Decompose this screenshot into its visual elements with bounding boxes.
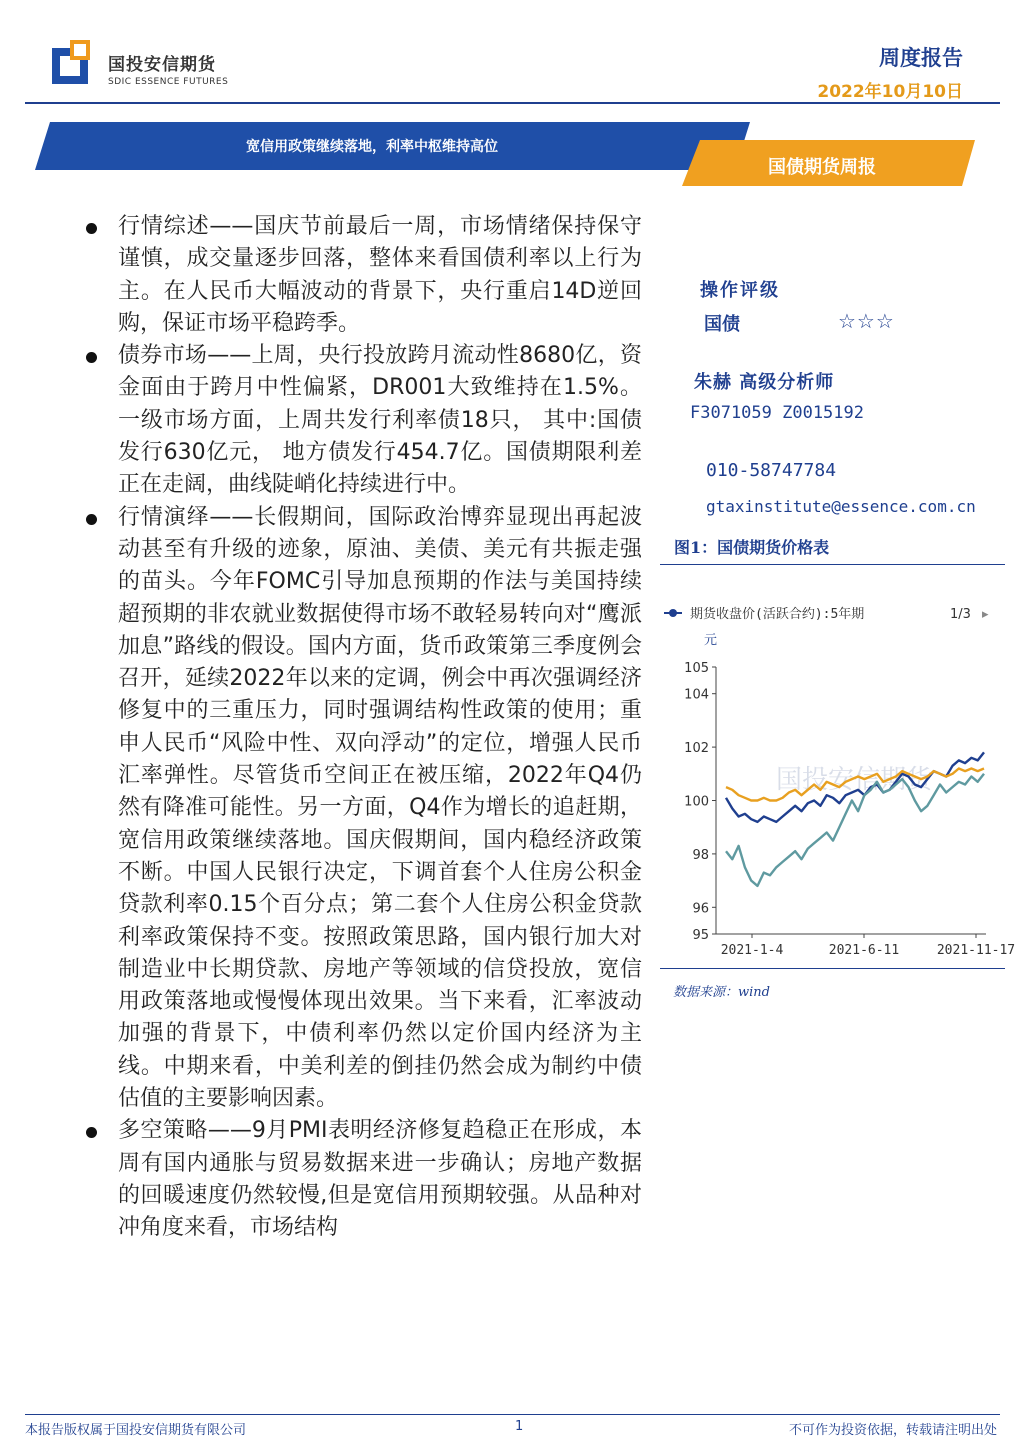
legend-next-icon[interactable]: ▸ [982,607,989,622]
chart-title: 期货收盘价(活跃合约):5年期 [690,607,865,622]
company-logo [52,40,98,86]
bullet-dot [86,223,97,234]
banner-tag: 国债期货周报 [768,157,876,178]
y-tick-label: 104 [684,687,709,703]
rating-stars: ☆☆☆ [838,309,895,333]
futures-price-chart [660,592,1016,964]
bullet-dot [86,352,97,363]
report-date: 2022年10月10日 [817,82,963,102]
report-type: 周度报告 [879,46,963,70]
bullet-dot [86,1127,97,1138]
x-tick-label: 2021-11-17 [936,943,1016,958]
chart-watermark: 国投安信期货 [776,765,933,795]
bullet-strategy [82,1115,642,1244]
bullet-text: 行情综述——国庆节前最后一周，市场情绪保持保守谨慎，成交量逐步回落，整体来看国债利率以上行为主。在人民币大幅波动的背景下，央行重启14D逆回购，保证市场平稳跨季。 [118,214,642,336]
x-tick-label: 2021-6-11 [828,943,900,958]
chart-unit: 元 [704,633,718,648]
y-tick-label: 100 [684,794,709,810]
header-divider [25,102,1000,104]
data-source: 数据来源：wind [673,985,770,1000]
contact-phone: 010-58747784 [706,460,837,481]
rating-heading: 操作评级 [700,280,780,301]
bullet-bond-market [82,340,642,501]
y-tick-label: 105 [684,661,709,676]
bullet-text: 债券市场——上周，央行投放跨月流动性8680亿，资金面由于跨月中性偏紧，DR001大致维持在1.5%。一级市场方面，上周共发行利率债18只， 其中:国债发行630亿元， 地方债发行454.7亿。国债期限利差正在走阔，曲线陡峭化持续进行中。 [118,343,642,498]
footer-divider [25,1414,1000,1415]
x-tick-label: 2021-1-4 [720,943,784,958]
figure-rule-top [660,564,1005,565]
bullet-dot [86,514,97,525]
chart-legend [664,606,989,648]
y-tick-label: 95 [692,928,709,943]
banner-title: 宽信用政策继续落地，利率中枢维持高位 [246,139,498,155]
analyst-name: 朱赫 高级分析师 [694,372,835,393]
bullet-market-overview [82,211,642,340]
rating-item: 国债 [704,314,740,335]
page-number: 1 [515,1419,524,1434]
contact-email: gtaxinstitute@essence.com.cn [706,497,976,516]
footer-copyright: 本报告版权属于国投安信期货有限公司 [25,1423,247,1438]
legend-marker [669,609,677,617]
y-tick-label: 98 [692,847,709,863]
footer-disclaimer: 不可作为投资依据，转载请注明出处 [788,1423,997,1438]
bullet-text: 多空策略——9月PMI表明经济修复趋稳正在形成，本周有国内通胀与贸易数据来进一步确认；房地产数据的回暖速度仍然较慢,但是宽信用预期较强。从品种对冲角度来看，市场结构 [118,1118,642,1241]
y-tick-label: 102 [684,741,709,757]
figure-rule-bottom [660,968,1005,969]
logo-text [108,50,228,87]
logo-english: SDIC ESSENCE FUTURES [108,77,229,87]
logo-chinese: 国投安信期货 [108,55,216,75]
summary-bullets [82,211,642,1245]
legend-page-indicator: 1/3 [950,607,971,622]
analyst-license: F3071059 Z0015192 [690,403,864,423]
bullet-text: 行情演绎——长假期间，国际政治博弈显现出再起波动甚至有升级的迹象，原油、美债、美元有共振走强的苗头。今年FOMC引导加息预期的作法与美国持续超预期的非农就业数据使得市场不敢轻易转向对“鹰派加息”路线的假设。国内方面，货币政策第三季度例会召开，延续2022年以来的定调，例会中再次强调经济修复中的三重压力，同时强调结构性政策的使用；重申人民币“风险中性、双向浮动”的定位，增强人民币汇率弹性。尽管货币空间正在被压缩，2022年Q4仍然有降准可能性。另一方面，Q4作为增长的追赶期，宽信用政策继续落地。国庆假期间，国内稳经济政策不断。中国人民银行决定，下调首套个人住房公积金贷款利率0.15个百分点；第二套个人住房公积金贷款利率政策保持不变。按照政策思路，国内银行加大对制造业中长期贷款、房地产等领域的信贷投放，宽信用政策落地或慢慢体现出效果。当下来看，汇率波动加强的背景下，中债利率仍然以定价国内经济为主线。中期来看，中美利差的倒挂仍然会成为制约中债估值的主要影响因素。 [118,504,642,1112]
y-tick-label: 96 [692,901,709,917]
figure-title: 图1：国债期货价格表 [674,538,830,557]
bullet-market-interpretation [82,502,642,1116]
